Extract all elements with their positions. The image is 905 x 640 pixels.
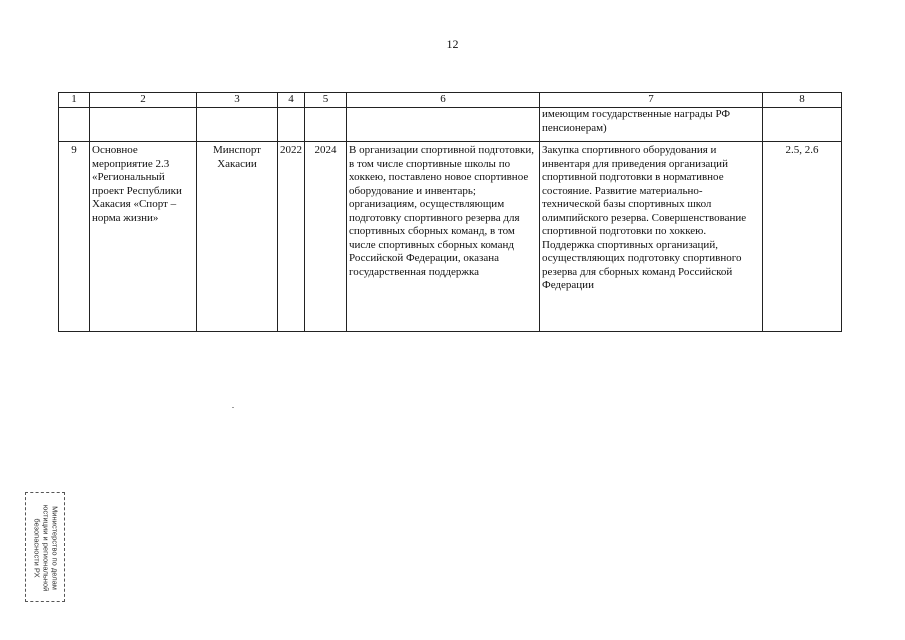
table-row xyxy=(59,142,842,332)
stamp-line: безопасности РХ xyxy=(32,518,42,578)
header-col-4: 4 xyxy=(278,93,305,108)
start-year: 2022 xyxy=(278,142,305,332)
stamp-line: юстиции и региональной xyxy=(41,504,51,592)
page-number: 12 xyxy=(446,37,459,51)
measure-description: В организации спортивной подготовки, в том числе спортивные школы по хоккею, поставлено новое спортивное оборудование и инвентарь; организациям, осуществляющим подготовку спортивного резерва для спортивных сборных команд, в том числе спортивных сборных команд Российской Федерации, оказана государственная поддержка xyxy=(347,142,540,332)
cont-result-text: имеющим государственные награды РФ пенсионерам) xyxy=(540,108,763,142)
cont-cell-1 xyxy=(59,108,90,142)
cont-cell-6 xyxy=(347,108,540,142)
header-col-6: 6 xyxy=(347,93,540,108)
table-header-row xyxy=(59,93,842,108)
header-col-2: 2 xyxy=(90,93,197,108)
cont-cell-4 xyxy=(278,108,305,142)
indicators: 2.5, 2.6 xyxy=(763,142,842,332)
continuation-row xyxy=(59,108,842,142)
program-table xyxy=(58,92,842,332)
header-col-5: 5 xyxy=(305,93,347,108)
header-col-8: 8 xyxy=(763,93,842,108)
executor: Минспорт Хакасии xyxy=(197,142,278,332)
scan-speck xyxy=(232,407,234,408)
header-col-3: 3 xyxy=(197,93,278,108)
header-col-7: 7 xyxy=(540,93,763,108)
cont-cell-2 xyxy=(90,108,197,142)
header-col-1: 1 xyxy=(59,93,90,108)
row-number: 9 xyxy=(59,142,90,332)
cont-cell-8 xyxy=(763,108,842,142)
registration-stamp xyxy=(25,492,65,602)
cont-cell-3 xyxy=(197,108,278,142)
cont-cell-5 xyxy=(305,108,347,142)
stamp-line: Министерство по делам xyxy=(50,506,60,590)
expected-result: Закупка спортивного оборудования и инвентаря для приведения организаций спортивной подготовки в нормативное состояние. Развитие материально-технической базы спортивных школ олимпийского резерва. Совершенствование спортивной подготовки по хоккею. Поддержка спортивных организаций, осуществляющих подготовку спортивного резерва для сборных команд Российской Федерации xyxy=(540,142,763,332)
stamp-text xyxy=(33,495,60,601)
measure-name: Основное мероприятие 2.3 «Региональный проект Республики Хакасия «Спорт – норма жизни» xyxy=(90,142,197,332)
end-year: 2024 xyxy=(305,142,347,332)
